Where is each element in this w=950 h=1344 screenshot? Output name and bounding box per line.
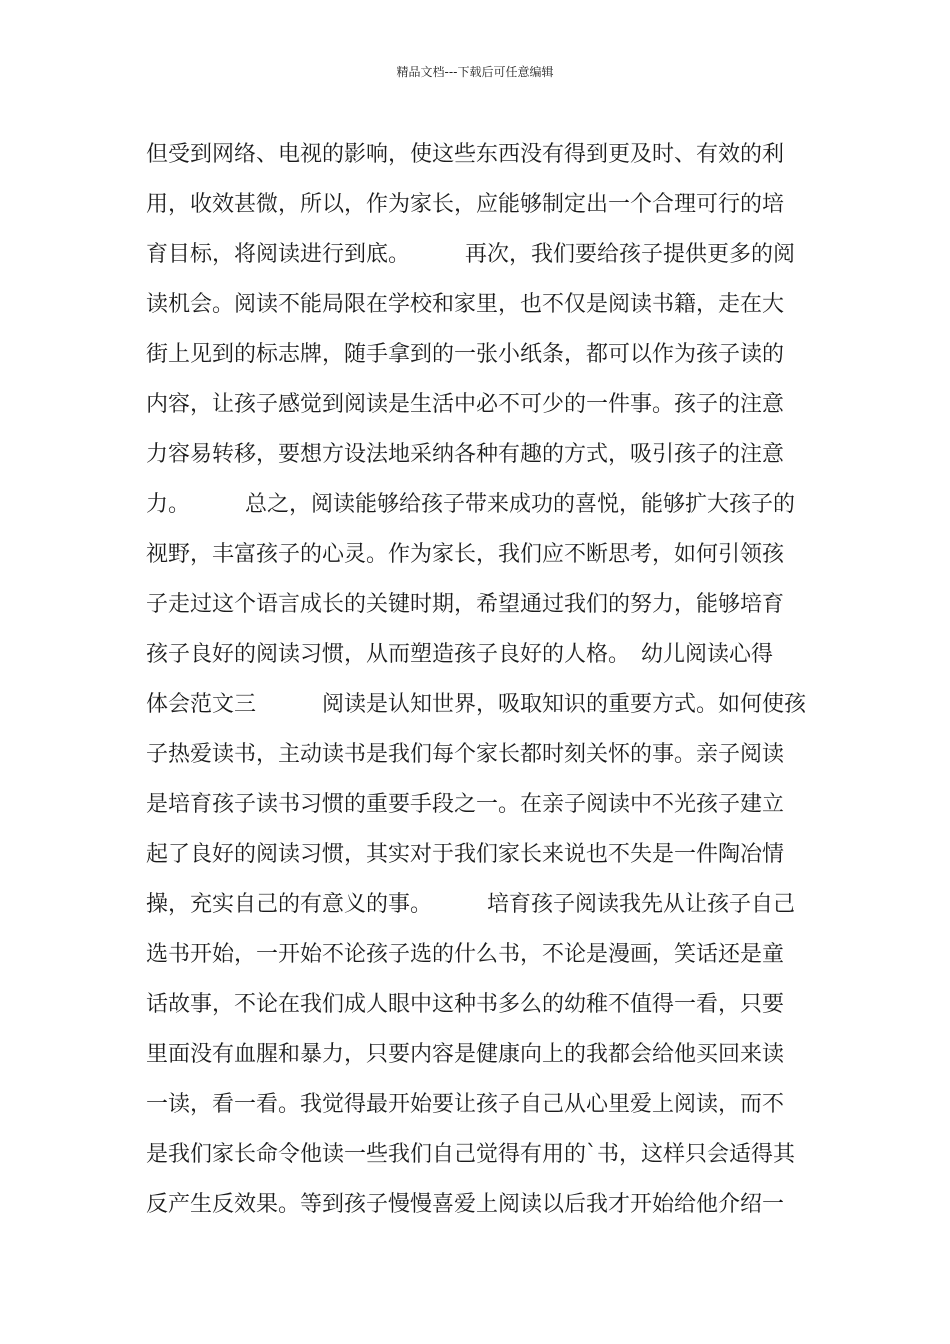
text-line: 街上见到的标志牌，随手拿到的一张小纸条，都可以作为孩子读的	[146, 342, 785, 367]
text-line: 力。 总之，阅读能够给孩子带来成功的喜悦，能够扩大孩子的	[146, 492, 796, 517]
text-line: 视野，丰富孩子的心灵。作为家长，我们应不断思考，如何引领孩	[146, 542, 785, 567]
text-line: 力容易转移，要想方设法地采纳各种有趣的方式，吸引孩子的注意	[146, 442, 785, 467]
body-text	[146, 130, 808, 1230]
text-line: 育目标，将阅读进行到底。 再次，我们要给孩子提供更多的阅	[146, 242, 796, 267]
text-line: 是我们家长命令他读一些我们自己觉得有用的`书，这样只会适得其	[146, 1142, 796, 1167]
text-line: 孩子良好的阅读习惯，从而塑造孩子良好的人格。 幼儿阅读心得	[146, 642, 774, 667]
text-line: 话故事，不论在我们成人眼中这种书多么的幼稚不值得一看，只要	[146, 992, 785, 1017]
text-line: 选书开始，一开始不论孩子选的什么书，不论是漫画，笑话还是童	[146, 942, 785, 967]
text-line: 内容，让孩子感觉到阅读是生活中必不可少的一件事。孩子的注意	[146, 392, 785, 417]
text-line: 子热爱读书，主动读书是我们每个家长都时刻关怀的事。亲子阅读	[146, 742, 785, 767]
text-line: 一读，看一看。我觉得最开始要让孩子自己从心里爱上阅读，而不	[146, 1092, 785, 1117]
text-line: 反产生反效果。等到孩子慢慢喜爱上阅读以后我才开始给他介绍一	[146, 1192, 785, 1217]
page-header: 精品文档---下载后可任意编辑	[396, 65, 554, 79]
text-line: 操，充实自己的有意义的事。 培育孩子阅读我先从让孩子自己	[146, 892, 796, 917]
text-line: 体会范文三 阅读是认知世界，吸取知识的重要方式。如何使孩	[146, 692, 807, 717]
text-line: 起了良好的阅读习惯，其实对于我们家长来说也不失是一件陶冶情	[146, 842, 785, 867]
text-line: 读机会。阅读不能局限在学校和家里，也不仅是阅读书籍，走在大	[146, 292, 785, 317]
text-line: 是培育孩子读书习惯的重要手段之一。在亲子阅读中不光孩子建立	[146, 792, 785, 817]
text-line: 里面没有血腥和暴力，只要内容是健康向上的我都会给他买回来读	[146, 1042, 785, 1067]
text-line: 子走过这个语言成长的关键时期，希望通过我们的努力，能够培育	[146, 592, 785, 617]
text-line: 用，收效甚微，所以，作为家长，应能够制定出一个合理可行的培	[146, 192, 785, 217]
text-line: 但受到网络、电视的影响，使这些东西没有得到更及时、有效的利	[146, 142, 785, 167]
